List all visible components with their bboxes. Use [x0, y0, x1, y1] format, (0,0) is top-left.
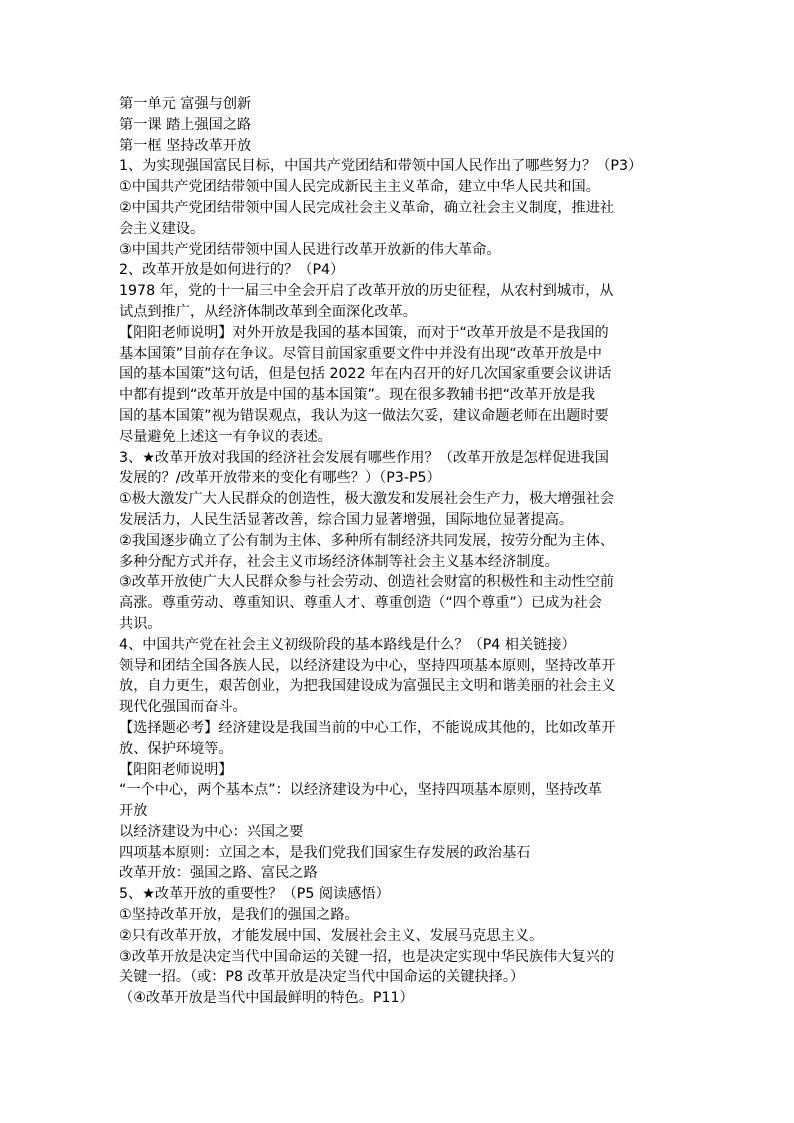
text-line: ③改革开放是决定当代中国命运的关键一招，也是决定实现中华民族伟大复兴的	[119, 948, 615, 965]
text-line: 高涨。尊重劳动、尊重知识、尊重人才、尊重创造（“四个尊重”）已成为社会	[119, 595, 602, 612]
text-line: 【阳阳老师说明】对外开放是我国的基本国策，而对于“改革开放是不是我国的	[119, 324, 609, 341]
text-line: ②只有改革开放，才能发展中国、发展社会主义、发展马克思主义。	[119, 927, 544, 944]
text-line: 2、改革开放是如何进行的？（P4）	[119, 262, 345, 279]
text-line: 试点到推广，从经济体制改革到全面深化改革。	[119, 303, 417, 320]
text-line: 领导和团结全国各族人民，以经济建设为中心，坚持四项基本原则，坚持改革开	[119, 657, 616, 674]
text-line: 会主义建设。	[119, 220, 205, 237]
text-line: ①中国共产党团结带领中国人民完成新民主主义革命，建立中华人民共和国。	[119, 179, 600, 196]
text-line: 第一框 坚持改革开放	[119, 137, 252, 154]
text-line: ③改革开放使广大人民群众参与社会劳动、创造社会财富的积极性和主动性空前	[119, 574, 615, 591]
text-line: 放、保护环境等。	[119, 740, 233, 757]
text-line: 第一单元 富强与创新	[119, 96, 252, 112]
text-line: ③中国共产党团结带领中国人民进行改革开放新的伟大革命。	[119, 241, 501, 258]
document-body	[119, 94, 691, 1009]
text-line: 现代化强国而奋斗。	[119, 699, 247, 716]
text-line: 4、中国共产党在社会主义初级阶段的基本路线是什么？（P4 相关链接）	[119, 636, 576, 653]
text-line: 开放	[119, 803, 148, 820]
text-line: 1978 年，党的十一届三中全会开启了改革开放的历史征程，从农村到城市，从	[119, 283, 614, 300]
text-line: 基本国策”目前存在争议。尽管目前国家重要文件中并没有出现“改革开放是中	[119, 345, 602, 362]
text-line: ②中国共产党团结带领中国人民完成社会主义革命，确立社会主义制度，推进社	[119, 199, 615, 216]
text-line: 1、为实现强国富民目标，中国共产党团结和带领中国人民作出了哪些努力？（P3）	[119, 158, 643, 175]
text-line: 尽量避免上述这一有争议的表述。	[119, 428, 332, 445]
text-line: 【选择题必考】经济建设是我国当前的中心工作，不能说成其他的，比如改革开	[119, 719, 616, 736]
text-line: 关键一招。（或：P8 改革开放是决定当代中国命运的关键抉择。）	[119, 969, 525, 986]
text-line: 【阳阳老师说明】	[119, 761, 233, 778]
text-line: 中都有提到“改革开放是中国的基本国策”。现在很多教辅书把“改革开放是我	[119, 387, 596, 404]
text-line: 放，自力更生，艰苦创业，为把我国建设成为富强民主文明和谐美丽的社会主义	[119, 678, 616, 695]
text-line: 发展活力，人民生活显著改善，综合国力显著增强，国际地位显著提高。	[119, 511, 574, 528]
text-line: 四项基本原则：立国之本，是我们党我们国家生存发展的政治基石	[119, 844, 531, 861]
text-line: 发展的？/改革开放带来的变化有哪些？）（P3-P5）	[119, 470, 441, 487]
text-line: 国的基本国策”视为错误观点，我认为这一做法欠妥，建议命题老师在出题时要	[119, 407, 609, 424]
text-line: （④改革开放是当代中国最鲜明的特色。P11）	[119, 990, 414, 1007]
text-line: 改革开放：强国之路、富民之路	[119, 865, 318, 882]
text-line: ①坚持改革开放，是我们的强国之路。	[119, 907, 359, 924]
text-line: 国的基本国策”这句话，但是包括 2022 年在内召开的好几次国家重要会议讲话	[119, 366, 612, 383]
text-line: 5、★改革开放的重要性？（P5 阅读感悟）	[119, 886, 390, 903]
text-line: ②我国逐步确立了公有制为主体、多种所有制经济共同发展，按劳分配为主体、	[119, 532, 615, 549]
text-line: 3、★改革开放对我国的经济社会发展有哪些作用？（改革开放是怎样促进我国	[119, 449, 609, 466]
text-line: 以经济建设为中心：兴国之要	[119, 823, 304, 840]
text-line: 共识。	[119, 615, 162, 632]
text-line: 第一课 踏上强国之路	[119, 116, 252, 133]
text-line: 多种分配方式并存，社会主义市场经济体制等社会主义基本经济制度。	[119, 553, 559, 570]
text-line: ①极大激发广大人民群众的创造性，极大激发和发展社会生产力，极大增强社会	[119, 491, 615, 508]
text-line: “一个中心，两个基本点”：以经济建设为中心，坚持四项基本原则，坚持改革	[119, 782, 602, 799]
